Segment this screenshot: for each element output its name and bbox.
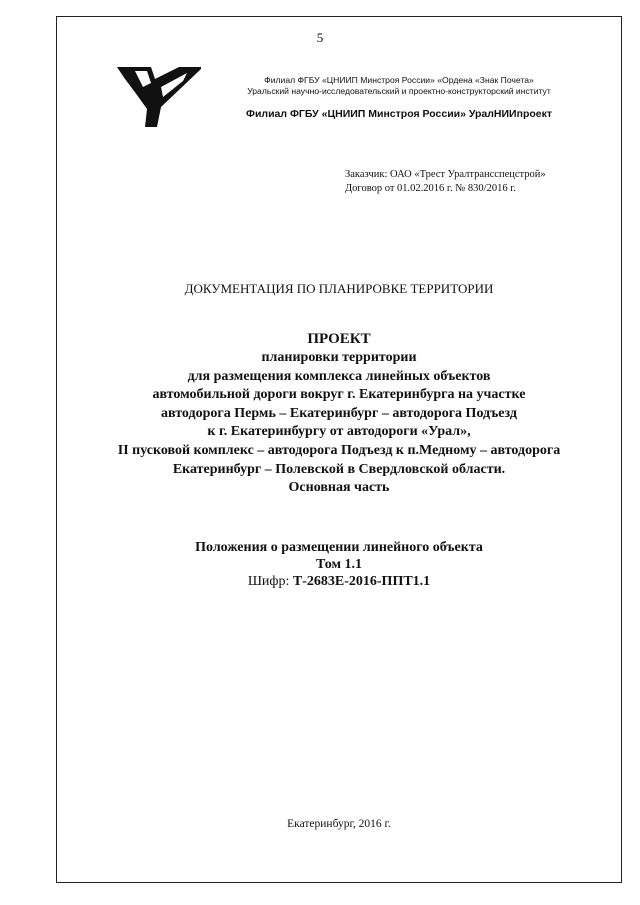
cipher-label: Шифр: (247, 574, 293, 589)
project-title-line: II пусковой комплекс – автодорога Подъезд к п.Медному – автодорога (117, 442, 561, 458)
project-title-line: автодорога Пермь – Екатеринбург – автодорога Подъезд (161, 405, 517, 421)
project-title-line: Основная часть (288, 480, 390, 496)
page-number: 5 (316, 30, 324, 45)
project-title-line: автомобильной дороги вокруг г. Екатеринбурга на участке (152, 387, 526, 403)
organization-short-name: Филиал ФГБУ «ЦНИИП Минстроя России» УралНИИпроект (245, 108, 553, 120)
volume-block (56, 539, 622, 590)
volume-number: Том 1.1 (316, 557, 362, 572)
organization-full-name: Филиал ФГБУ «ЦНИИП Минстроя России» «Ордена «Знак Почета» (264, 75, 534, 85)
contract-line: Договор от 01.02.2016 г. № 830/2016 г. (345, 183, 516, 194)
project-title-line: к г. Екатеринбургу от автодороги «Урал», (207, 424, 471, 440)
cipher-code: Т-2683Е-2016-ППТ1.1 (292, 574, 431, 589)
institute-name: Уральский научно-исследовательский и проектно-конструкторский институт (247, 86, 551, 96)
project-title-line: для размещения комплекса линейных объектов (187, 368, 491, 384)
document-type: ДОКУМЕНТАЦИЯ ПО ПЛАНИРОВКЕ ТЕРРИТОРИИ (184, 281, 494, 296)
project-title-block (56, 330, 622, 498)
customer-line: Заказчик: ОАО «Трест Уралтрансспецстрой» (345, 169, 546, 180)
city-year: Екатеринбург, 2016 г. (287, 818, 391, 830)
cipher (56, 573, 622, 590)
organization-logo-icon (117, 67, 201, 127)
project-title-line: планировки территории (261, 350, 417, 365)
volume-title: Положения о размещении линейного объекта (195, 540, 483, 555)
customer-info (345, 168, 546, 196)
project-heading: ПРОЕКТ (307, 331, 371, 347)
project-title-line: Екатеринбург – Полевской в Свердловской области. (172, 461, 506, 477)
